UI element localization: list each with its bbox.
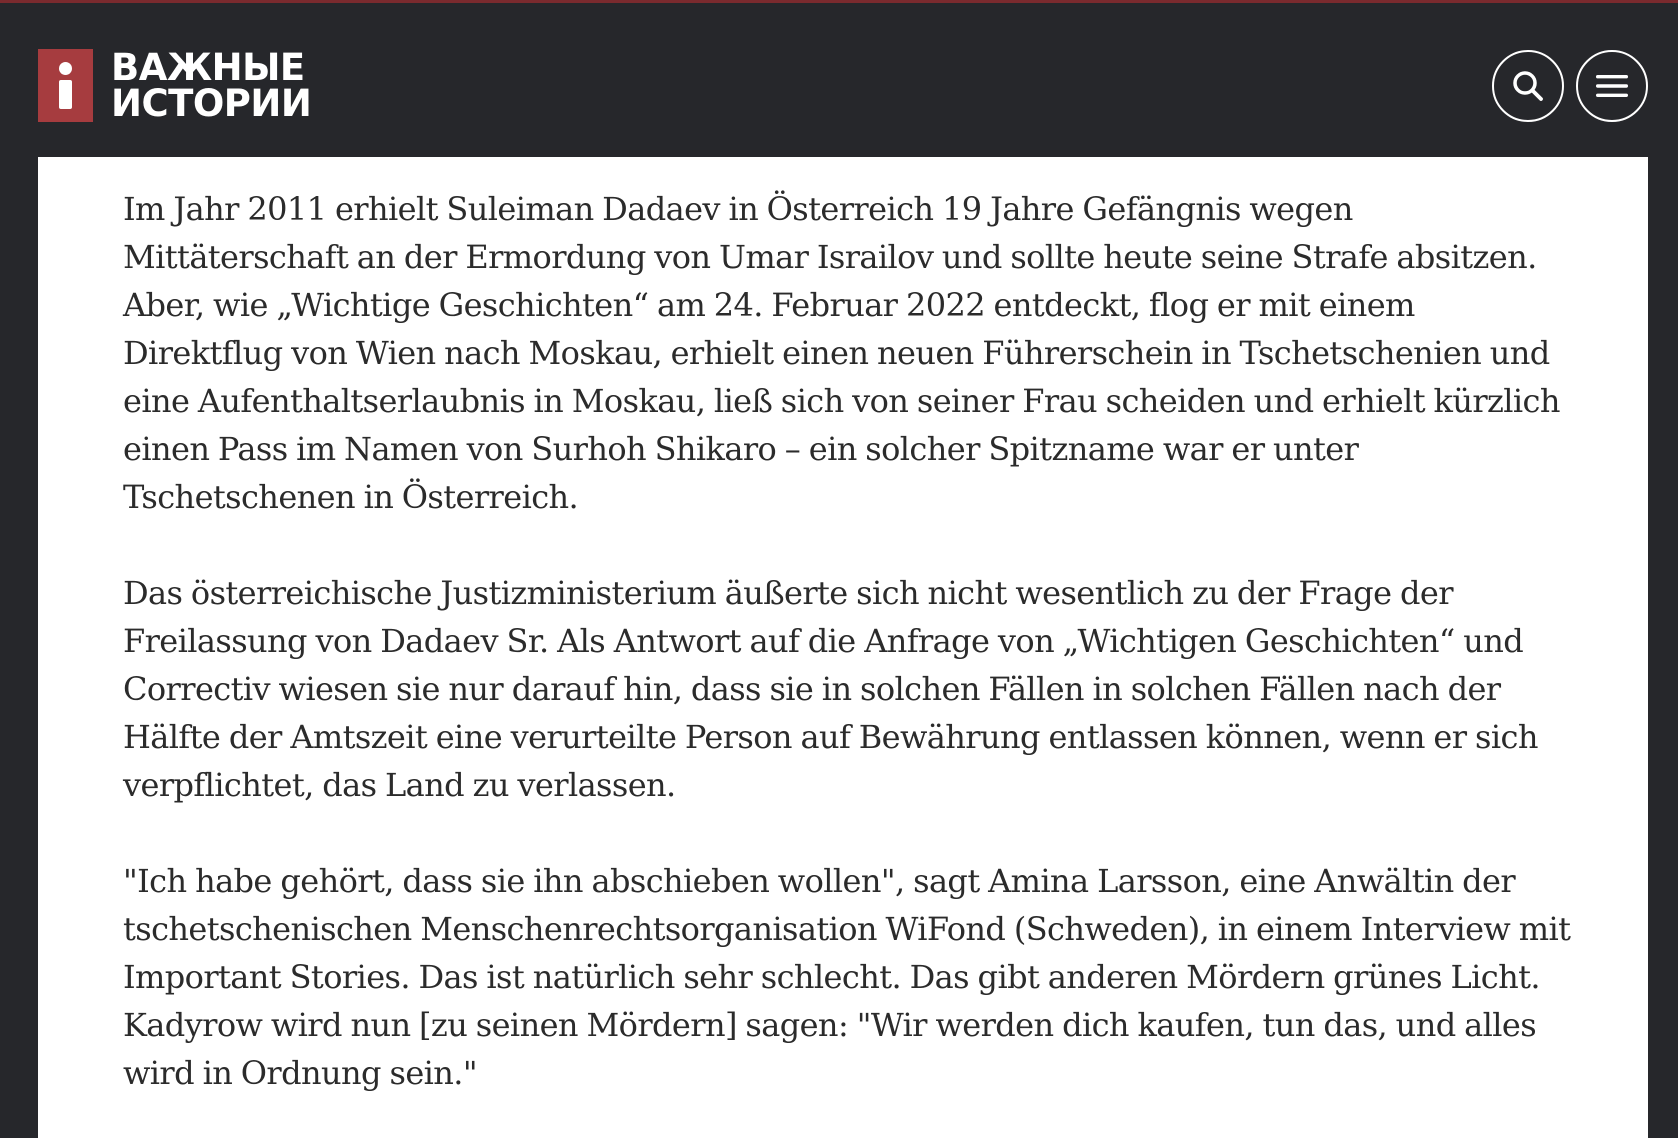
logo-i-icon [38,49,93,122]
logo-line-1: ВАЖНЫЕ [111,45,305,89]
search-button[interactable] [1492,50,1564,122]
menu-button[interactable] [1576,50,1648,122]
article-body [123,185,1573,1138]
site-header [0,3,1678,157]
hamburger-menu-icon [1595,72,1629,100]
site-logo[interactable] [38,45,312,125]
logo-line-2: ИСТОРИИ [111,81,312,125]
article-content [38,157,1648,1138]
article-paragraph: Im Jahr 2011 erhielt Suleiman Dadaev in Österreich 19 Jahre Gefängnis wegen Mittäterschaft an der Ermordung von Umar Israilov und sollte heute seine Strafe absitzen. Aber, wie „Wichtige Geschichten“ am 24. Februar 2022 entdeckt, flog er mit einem Direktflug von Wien nach Moskau, erhielt einen neuen Führerschein in Tschetschenien und eine Aufenthaltserlaubnis in Moskau, ließ sich von seiner Frau scheiden und erhielt kürzlich einen Pass im Namen von Surhoh Shikaro – ein solcher Spitzname war er unter Tschetschenen in Österreich. [123,190,1560,516]
search-icon [1511,69,1545,103]
article-paragraph: Das österreichische Justizministerium äußerte sich nicht wesentlich zu der Frage der Freilassung von Dadaev Sr. Als Antwort auf die Anfrage von „Wichtigen Geschichten“ und Correctiv wiesen sie nur darauf hin, dass sie in solchen Fällen in solchen Fällen nach der Hälfte der Amtszeit eine verurteilte Person auf Bewährung entlassen können, wenn er sich verpflichtet, das Land zu verlassen. [123,574,1538,804]
logo-wordmark [111,45,312,125]
article-paragraph: "Ich habe gehört, dass sie ihn abschieben wollen", sagt Amina Larsson, eine Anwältin der tschetschenischen Menschenrechtsorganisation WiFond (Schweden), in einem Interview mit Important Stories. Das ist natürlich sehr schlecht. Das gibt anderen Mördern grünes Licht. Kadyrow wird nun [zu seinen Mördern] sagen: "Wir werden dich kaufen, tun das, und alles wird in Ordnung sein." [123,862,1571,1092]
